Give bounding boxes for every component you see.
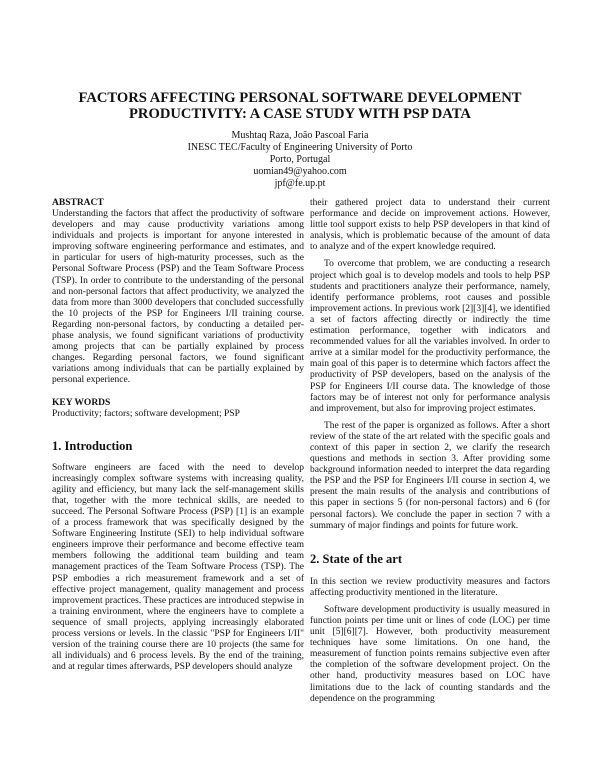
state-of-art-heading: 2. State of the art	[310, 551, 402, 566]
title-line-2: PRODUCTIVITY: A CASE STUDY WITH PSP DATA	[129, 106, 471, 122]
intro-paragraph-3: To overcome that problem, we are conducting a research project which goal is to develop models and tools to help PSP students and practitioners analyze their performance, namely, identify performance problems, root causes and possible improvement actions. In previous work [2][3][4], we identified a set of factors affecting directly or indirectly the time estimation performance, together with indicators and recommended values for all the variables involved. In order to arrive at a similar model for the productivity performance, the main goal of this paper is to determine which factors affect the productivity of PSP developers, based on the analysis of the PSP for Engineers I/II course data. The knowledge of those factors may be of interest not only for performance analysis and improvement, but also for improving project estimates.	[310, 259, 550, 414]
state-of-art-paragraph-2: Software development productivity is usually measured in function points per time unit or lines of code (LOC) per time unit [5][6][7]. However, both productivity measurement techniques have some limitations. On one hand, the measurement of function points remains subjective even after the completion of the software development project. On the other hand, productivity measures based on LOC have limitations due to the lack of counting standards and the dependence on the programming	[310, 604, 550, 704]
left-column	[52, 198, 304, 673]
abstract-heading: ABSTRACT	[52, 198, 104, 208]
location: Porto, Portugal	[269, 154, 331, 165]
affiliation: INESC TEC/Faculty of Engineering University of Porto	[187, 142, 413, 153]
paper-title	[60, 90, 540, 122]
intro-paragraph-1: Software engineers are faced with the need to develop increasingly complex software systems with increasing quality, agility and efficiency, but many lack the self-management skills that, together with the more technical skills, are needed to succeed. The Personal Software Process (PSP) [1] is an example of a process framework that was specifically designed by the Software Engineering Institute (SEI) to help individual software engineers improve their performance and become effective team members following the additional team building and team management practices of the Team Software Process (TSP). The PSP embodies a rich measurement framework and a set of effective project management, quality management and process improvement practices. These practices are introduced stepwise in a training environment, where the engineers have to complete a sequence of small projects, applying increasingly elaborated process versions or levels. In the classic "PSP for Engineers I/II" version of the training course there are 10 projects (the same for all individuals) and 6 process levels. By the end of the training, and at regular times afterwards, PSP developers should analyze	[52, 462, 305, 673]
author-block	[100, 130, 500, 190]
abstract-text: Understanding the factors that affect the productivity of software developers and may cause productivity variations among individuals and projects is important for anyone interested in improving software engineering performance and estimates, and in particular for users of high-maturity processes, such as the Personal Software Process (PSP) and the Team Software Process (TSP). In order to contribute to the understanding of the personal and non-personal factors that affect productivity, we analyzed the data from more than 3000 developers that concluded successfully the 10 projects of the PSP for Engineers I/II training course. Regarding non-personal factors, by conducting a detailed per-phase analysis, we found significant variations of productivity among projects that can be partially explained by process changes. Regarding personal factors, we found significant variations among individuals that can be partially explained by personal experience.	[52, 209, 304, 386]
keywords-heading: KEY WORDS	[52, 397, 111, 408]
right-column	[310, 198, 550, 705]
author-email-1: uomian49@yahoo.com	[253, 166, 347, 177]
author-email-2: jpf@fe.up.pt	[274, 178, 326, 189]
introduction-heading: 1. Introduction	[52, 438, 133, 453]
author-names: Mushtaq Raza, João Pascoal Faria	[231, 130, 369, 141]
title-line-1: FACTORS AFFECTING PERSONAL SOFTWARE DEVELOPMENT	[78, 90, 522, 106]
keywords-text: Productivity; factors; software development; PSP	[52, 408, 240, 419]
intro-paragraph-4: The rest of the paper is organized as follows. After a short review of the state of the art related with the specific goals and context of this paper in section 2, we clarify the research questions and methods in section 3. After providing some background information needed to interpret the data regarding the PSP and the PSP for Engineers I/II course in section 4, we present the main results of the analysis and contributions of this paper in sections 5 (for non-personal factors) and 6 (for personal factors). We conclude the paper in section 7 with a summary of major findings and points for future work.	[310, 420, 550, 531]
state-of-art-paragraph-1: In this section we review productivity measures and factors affecting productivity mentioned in the literature.	[310, 576, 550, 598]
intro-paragraph-2: their gathered project data to understand their current performance and decide on improvement actions. However, little tool support exists to help PSP developers in that kind of analysis, which is problematic because of the amount of data to analyze and of the expert knowledge required.	[310, 198, 550, 253]
